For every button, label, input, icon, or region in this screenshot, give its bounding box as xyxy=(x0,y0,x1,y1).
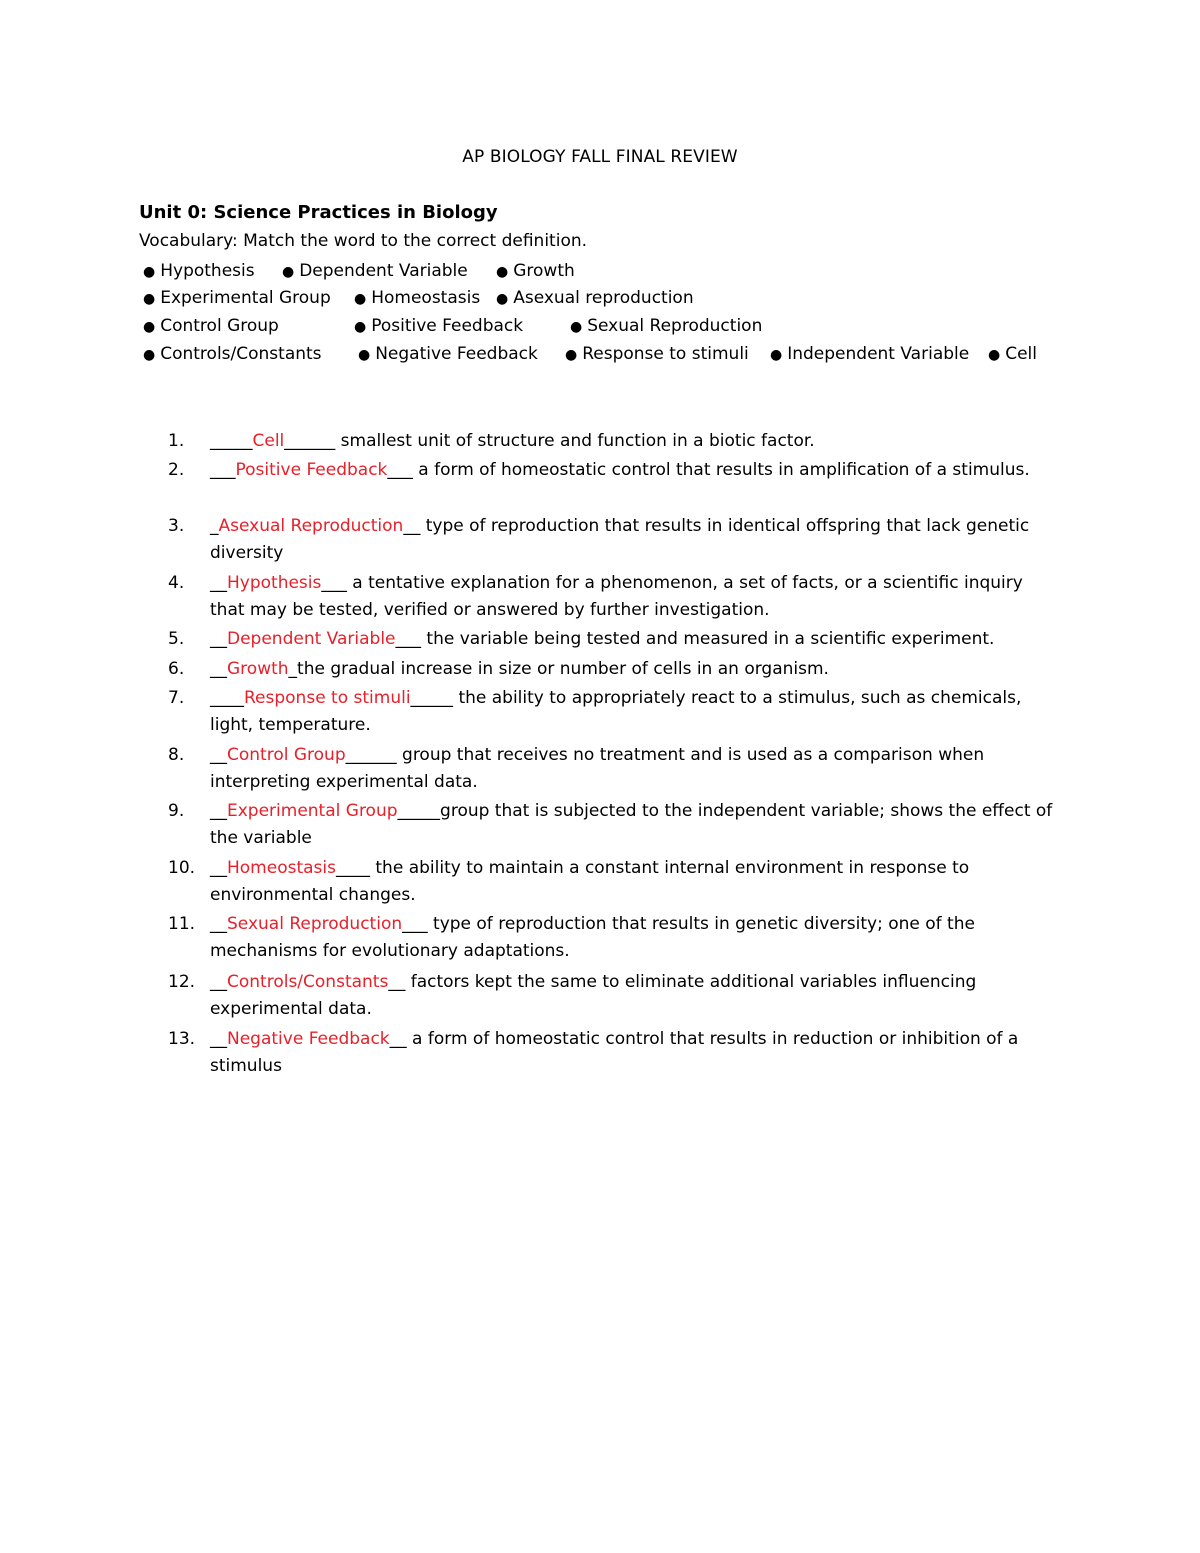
word-bank-term-label: Positive Feedback xyxy=(371,316,524,336)
item-number: 5. xyxy=(168,629,185,649)
word-bank-term xyxy=(143,342,322,367)
word-bank-term-label: Experimental Group xyxy=(160,288,331,308)
blank-line: __ xyxy=(210,659,227,679)
definition-text: _____ the ability to appropriately react to a stimulus, such as chemicals, light, temperature. xyxy=(210,688,1022,735)
bullet-icon: ● xyxy=(565,347,578,363)
word-bank-term-label: Response to stimuli xyxy=(582,344,749,364)
definition-text: _____group that is subjected to the independent variable; shows the effect of the variable xyxy=(210,801,1053,848)
word-bank-term-label: Hypothesis xyxy=(160,261,255,281)
item-text xyxy=(210,570,1060,624)
word-bank-term-label: Growth xyxy=(513,261,575,281)
answer-term: Negative Feedback xyxy=(227,1029,390,1049)
word-bank-term xyxy=(988,342,1037,367)
bullet-icon: ● xyxy=(770,347,783,363)
document-title: AP BIOLOGY FALL FINAL REVIEW xyxy=(462,147,738,167)
definition-text: ___ the variable being tested and measured in a scientific experiment. xyxy=(395,629,995,649)
bullet-icon: ● xyxy=(496,291,509,307)
word-bank-term xyxy=(358,342,538,367)
word-bank-term xyxy=(282,259,468,284)
blank-line: ___ xyxy=(210,460,236,480)
answer-term: Growth xyxy=(227,659,289,679)
bullet-icon: ● xyxy=(570,319,583,335)
word-bank-term xyxy=(570,314,762,339)
bullet-icon: ● xyxy=(358,347,371,363)
item-number: 11. xyxy=(168,914,196,934)
answer-term: Cell xyxy=(252,431,285,451)
item-number: 2. xyxy=(168,460,185,480)
item-text xyxy=(210,656,1060,683)
item-text xyxy=(210,626,1060,653)
word-bank-term-label: Independent Variable xyxy=(787,344,970,364)
definition-text: _the gradual increase in size or number of cells in an organism. xyxy=(288,659,829,679)
blank-line: __ xyxy=(210,858,227,878)
bullet-icon: ● xyxy=(143,291,156,307)
item-number: 7. xyxy=(168,688,185,708)
item-number: 6. xyxy=(168,659,185,679)
blank-line: __ xyxy=(210,629,227,649)
bullet-icon: ● xyxy=(354,291,367,307)
unit-heading: Unit 0: Science Practices in Biology xyxy=(139,202,498,223)
item-text xyxy=(210,457,1060,484)
bullet-icon: ● xyxy=(143,319,156,335)
answer-term: Response to stimuli xyxy=(244,688,411,708)
definition-text: ___ a tentative explanation for a phenomenon, a set of facts, or a scientific inquiry that may be tested, verified or answered by further investigation. xyxy=(210,573,1023,620)
blank-line: _____ xyxy=(210,431,253,451)
word-bank-term-label: Negative Feedback xyxy=(375,344,538,364)
word-bank-term-label: Asexual reproduction xyxy=(513,288,694,308)
word-bank-term-label: Controls/Constants xyxy=(160,344,322,364)
bullet-icon: ● xyxy=(143,347,156,363)
blank-line: _ xyxy=(210,516,219,536)
word-bank-term xyxy=(143,286,331,311)
bullet-icon: ● xyxy=(354,319,367,335)
blank-line: __ xyxy=(210,801,227,821)
item-text xyxy=(210,1026,1060,1080)
item-number: 3. xyxy=(168,516,185,536)
word-bank-term-label: Homeostasis xyxy=(371,288,481,308)
item-text xyxy=(210,513,1060,567)
definition-text: ______ group that receives no treatment and is used as a comparison when interpreting experimental data. xyxy=(210,745,985,792)
answer-term: Sexual Reproduction xyxy=(227,914,403,934)
definition-text: ___ a form of homeostatic control that results in amplification of a stimulus. xyxy=(387,460,1030,480)
item-number: 4. xyxy=(168,573,185,593)
blank-line: __ xyxy=(210,972,227,992)
blank-line: __ xyxy=(210,914,227,934)
word-bank-term-label: Control Group xyxy=(160,316,279,336)
bullet-icon: ● xyxy=(282,264,295,280)
item-number: 1. xyxy=(168,431,185,451)
definition-text: __ type of reproduction that results in identical offspring that lack genetic diversity xyxy=(210,516,1030,563)
item-text xyxy=(210,855,1060,909)
bullet-icon: ● xyxy=(496,264,509,280)
word-bank-term xyxy=(143,259,255,284)
answer-term: Experimental Group xyxy=(227,801,398,821)
answer-term: Homeostasis xyxy=(227,858,336,878)
definition-text: ____ the ability to maintain a constant internal environment in response to environmental changes. xyxy=(210,858,970,905)
word-bank-term xyxy=(565,342,749,367)
item-number: 9. xyxy=(168,801,185,821)
item-text xyxy=(210,969,1060,1023)
item-number: 10. xyxy=(168,858,196,878)
item-number: 12. xyxy=(168,972,196,992)
answer-term: Asexual Reproduction xyxy=(218,516,404,536)
item-text xyxy=(210,428,1060,455)
blank-line: __ xyxy=(210,1029,227,1049)
word-bank-term xyxy=(354,314,523,339)
item-text xyxy=(210,685,1060,739)
definition-text: ___ type of reproduction that results in genetic diversity; one of the mechanisms for evolutionary adaptations. xyxy=(210,914,975,961)
word-bank-term xyxy=(770,342,969,367)
blank-line: ____ xyxy=(210,688,244,708)
item-number: 8. xyxy=(168,745,185,765)
item-text xyxy=(210,798,1060,852)
vocabulary-instructions: Vocabulary: Match the word to the correct definition. xyxy=(139,231,588,251)
bullet-icon: ● xyxy=(988,347,1001,363)
definition-text: __ factors kept the same to eliminate additional variables influencing experimental data. xyxy=(210,972,977,1019)
answer-term: Controls/Constants xyxy=(227,972,389,992)
answer-term: Positive Feedback xyxy=(235,460,388,480)
item-number: 13. xyxy=(168,1029,196,1049)
word-bank-term xyxy=(354,286,480,311)
word-bank-term-label: Sexual Reproduction xyxy=(587,316,763,336)
blank-line: __ xyxy=(210,573,227,593)
answer-term: Hypothesis xyxy=(227,573,322,593)
word-bank-term xyxy=(496,286,694,311)
answer-term: Dependent Variable xyxy=(227,629,396,649)
definition-text: __ a form of homeostatic control that results in reduction or inhibition of a stimulus xyxy=(210,1029,1019,1076)
item-text xyxy=(210,911,1060,965)
word-bank-term xyxy=(496,259,575,284)
item-text xyxy=(210,742,1060,796)
blank-line: __ xyxy=(210,745,227,765)
answer-term: Control Group xyxy=(227,745,346,765)
word-bank-term-label: Dependent Variable xyxy=(299,261,468,281)
word-bank-term xyxy=(143,314,279,339)
word-bank-term-label: Cell xyxy=(1005,344,1037,364)
definition-text: ______ smallest unit of structure and function in a biotic factor. xyxy=(284,431,815,451)
bullet-icon: ● xyxy=(143,264,156,280)
